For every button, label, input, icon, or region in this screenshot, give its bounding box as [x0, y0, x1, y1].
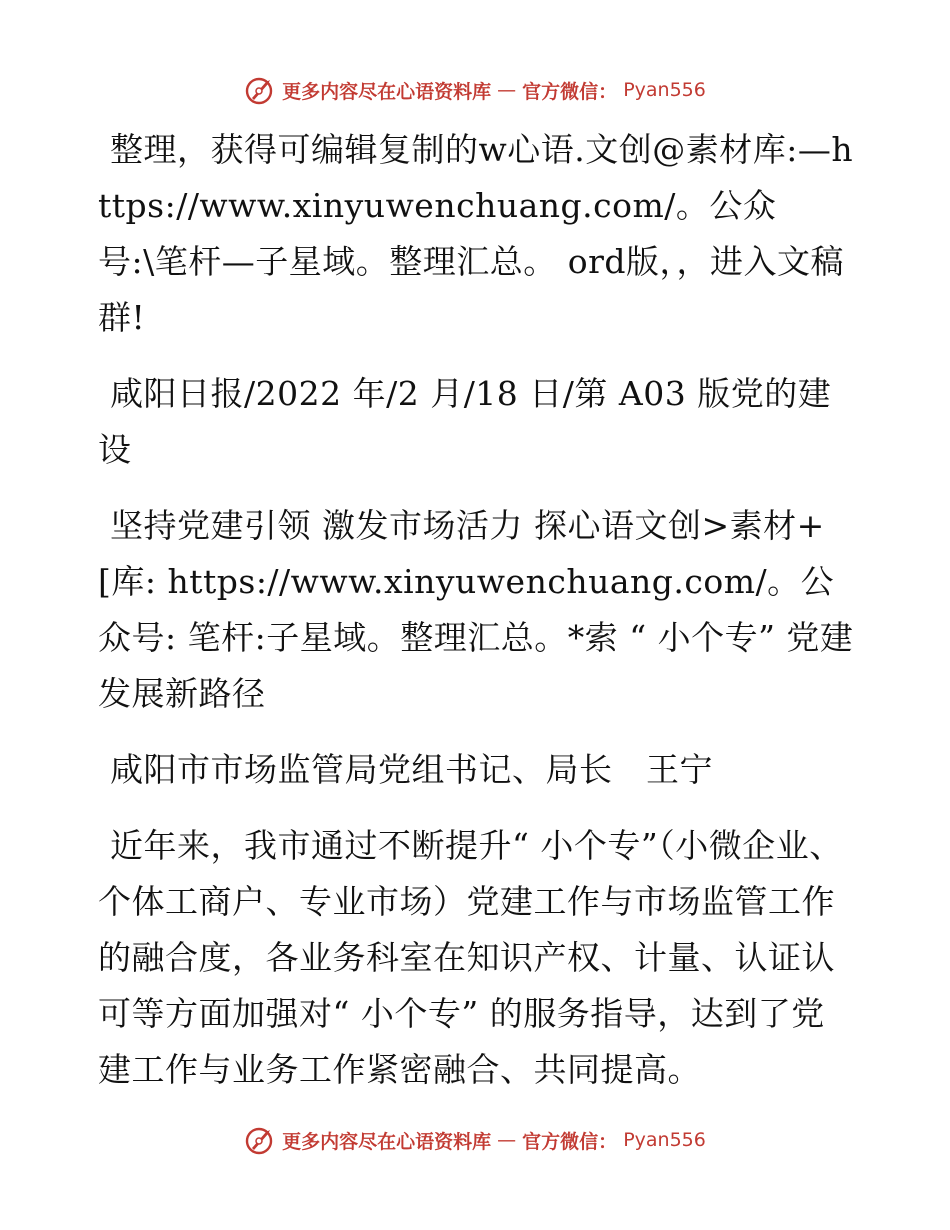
- source-line: 咸阳日报/2022 年/2 月/18 日/第 A03 版党的建设: [98, 374, 832, 469]
- quill-logo-icon: [244, 1124, 276, 1156]
- banner-slogan: 更多内容尽在心语资料库: [282, 1130, 492, 1153]
- banner-wechat-id: Pyan556: [623, 79, 706, 101]
- banner-contact-label: 官方微信：: [522, 80, 618, 103]
- body-paragraph: 近年来，我市通过不断提升“ 小个专”（小微企业、个体工商户、专业市场）党建工作与市场监管工作的融合度，各业务科室在知识产权、计量、认证认可等方面加强对“ 小个专” 的服务指导，达到了党建工作与业务工作紧密融合、共同提高。: [98, 826, 843, 1089]
- quill-logo-icon: [244, 74, 276, 106]
- banner-contact-label: 官方微信：: [522, 1130, 618, 1153]
- author-line: 咸阳市市场监管局党组书记、局长 王宁: [110, 750, 713, 789]
- intro-paragraph: 整理，获得可编辑复制的w心语.文创@素材库:—https://www.xinyuwenchuang.com/。公众号:\笔杆—子星域。整理汇总。 ord版，，进入文稿群!: [98, 130, 854, 337]
- footer-watermark-banner: [0, 1120, 950, 1160]
- banner-slogan: 更多内容尽在心语资料库: [282, 80, 492, 103]
- banner-wechat-id: Pyan556: [623, 1129, 706, 1151]
- banner-dash: —: [497, 79, 517, 101]
- banner-dash: —: [497, 1129, 517, 1151]
- header-watermark-banner: [0, 70, 950, 110]
- document-body: [98, 122, 858, 1118]
- article-title: 坚持党建引领 激发市场活力 探心语文创>素材+[库: https://www.xinyuwenchuang.com/。公众号: 笔杆:子星域。整理汇总。*索 “ 小个专” 党建发展新路径: [98, 506, 854, 713]
